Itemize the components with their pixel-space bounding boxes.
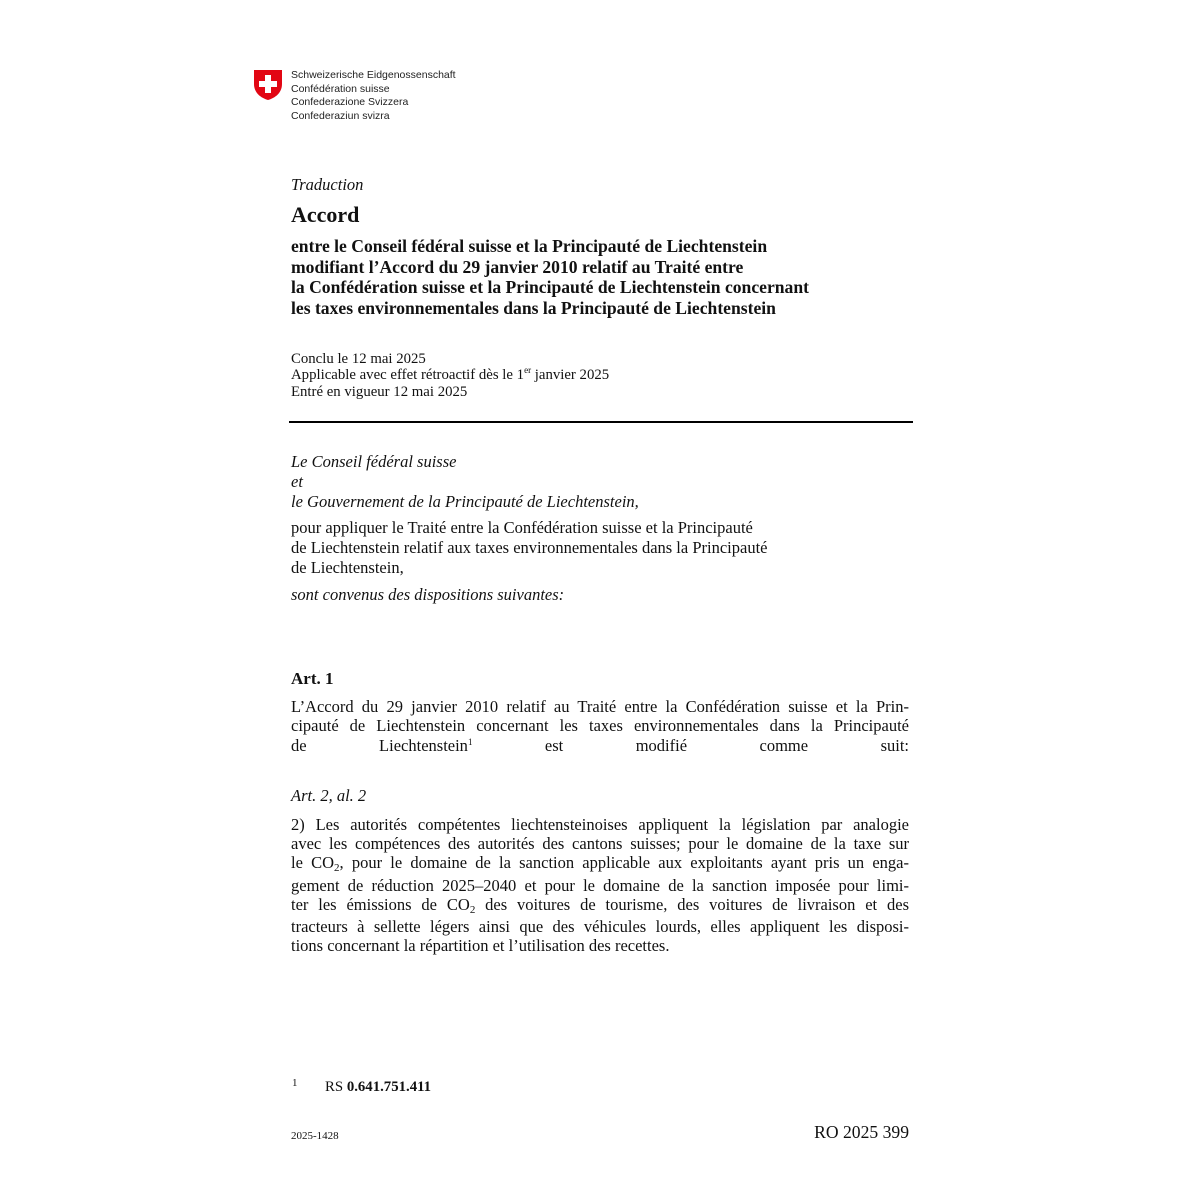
amendment-line: 2) Les autorités compétentes liechtensteinoises appliquent la législation par analogie bbox=[291, 815, 909, 834]
article-line bbox=[291, 736, 909, 758]
article-1-body bbox=[291, 697, 909, 758]
agreement-clause: sont convenus des dispositions suivantes: bbox=[291, 585, 565, 604]
article-line-suffix: est modifié comme suit: bbox=[472, 735, 909, 755]
subtitle-line: les taxes environnementales dans la Principauté de Liechtenstein bbox=[291, 297, 776, 318]
party-liechtenstein-government: le Gouvernement de la Principauté de Liechtenstein, bbox=[291, 492, 639, 511]
subtitle-line: modifiant l’Accord du 29 janvier 2010 relatif au Traité entre bbox=[291, 256, 744, 277]
applicable-date bbox=[291, 364, 909, 385]
document-dates bbox=[291, 352, 909, 400]
article-1-heading: Art. 1 bbox=[291, 669, 334, 688]
amended-article-reference: Art. 2, al. 2 bbox=[291, 786, 367, 805]
article-line-prefix: de Liechtenstein bbox=[291, 735, 468, 755]
in-force-date: Entré en vigueur 12 mai 2025 bbox=[291, 383, 468, 400]
footnote-prefix: RS bbox=[325, 1079, 347, 1095]
issuer-line-it: Confederazione Svizzera bbox=[291, 96, 409, 109]
preamble bbox=[291, 518, 909, 578]
ordinal-superscript: er bbox=[524, 364, 532, 375]
subscript: 2 bbox=[469, 903, 476, 916]
section-divider bbox=[289, 421, 913, 423]
amendment-line-suffix: , pour le domaine de la sanction applicable aux exploitants ayant pris un enga- bbox=[339, 853, 909, 873]
preamble-line: de Liechtenstein relatif aux taxes environnementales dans la Principauté bbox=[291, 538, 768, 557]
amendment-line-prefix: ter les émissions de CO bbox=[291, 894, 470, 914]
translation-label: Traduction bbox=[291, 175, 364, 194]
document-number: 2025-1428 bbox=[291, 1130, 339, 1142]
swiss-cross-logo-icon bbox=[253, 69, 283, 101]
issuer-name-block bbox=[291, 69, 456, 124]
amendment-line-prefix: le CO bbox=[291, 853, 335, 873]
amendment-line: tions concernant la répartition et l’utilisation des recettes. bbox=[291, 936, 670, 956]
subscript: 2 bbox=[334, 862, 340, 875]
amendment-line bbox=[291, 853, 909, 875]
party-swiss-council: Le Conseil fédéral suisse bbox=[291, 452, 457, 471]
amendment-line: avec les compétences des autorités des cantons suisses; pour le domaine de la taxe sur bbox=[291, 834, 909, 854]
document-subtitle bbox=[291, 236, 909, 318]
concluded-date: Conclu le 12 mai 2025 bbox=[291, 351, 426, 367]
footnote-marker[interactable]: 1 bbox=[467, 736, 473, 747]
applicable-prefix: Applicable avec effet rétroactif dès le 1 bbox=[291, 366, 525, 383]
party-conjunction: et bbox=[291, 472, 303, 491]
footnote-text bbox=[325, 1078, 431, 1096]
official-collection-reference: RO 2025 399 bbox=[814, 1122, 909, 1142]
footnote-number: 1 bbox=[292, 1077, 298, 1089]
amendment-line bbox=[291, 895, 909, 917]
article-line: L’Accord du 29 janvier 2010 relatif au Traité entre la Confédération suisse et la Prin- bbox=[291, 697, 909, 716]
applicable-suffix: janvier 2025 bbox=[531, 366, 610, 383]
preamble-line: de Liechtenstein, bbox=[291, 558, 404, 577]
amendment-line-suffix: des voitures de tourisme, des voitures de livraison et des bbox=[475, 894, 909, 914]
issuer-line-de: Schweizerische Eidgenossenschaft bbox=[291, 69, 456, 81]
amendment-line: tracteurs à sellette légers ainsi que des véhicules lourds, elles appliquent les disposi- bbox=[291, 917, 909, 937]
amendment-text bbox=[291, 815, 909, 955]
amendment-line: gement de réduction 2025–2040 et pour le domaine de la sanction imposée pour limi- bbox=[291, 875, 909, 895]
contracting-parties bbox=[291, 452, 909, 512]
preamble-line: pour appliquer le Traité entre la Confédération suisse et la Principauté bbox=[291, 518, 753, 537]
issuer-line-fr: Confédération suisse bbox=[291, 82, 390, 95]
issuer-line-rm: Confederaziun svizra bbox=[291, 110, 390, 123]
footnote-reference[interactable]: 0.641.751.411 bbox=[346, 1079, 432, 1095]
subtitle-line: entre le Conseil fédéral suisse et la Principauté de Liechtenstein bbox=[291, 236, 768, 256]
document-title: Accord bbox=[291, 202, 360, 227]
subtitle-line: la Confédération suisse et la Principauté de Liechtenstein concernant bbox=[291, 277, 809, 298]
article-line: cipauté de Liechtenstein concernant les taxes environnementales dans la Principauté bbox=[291, 716, 909, 736]
